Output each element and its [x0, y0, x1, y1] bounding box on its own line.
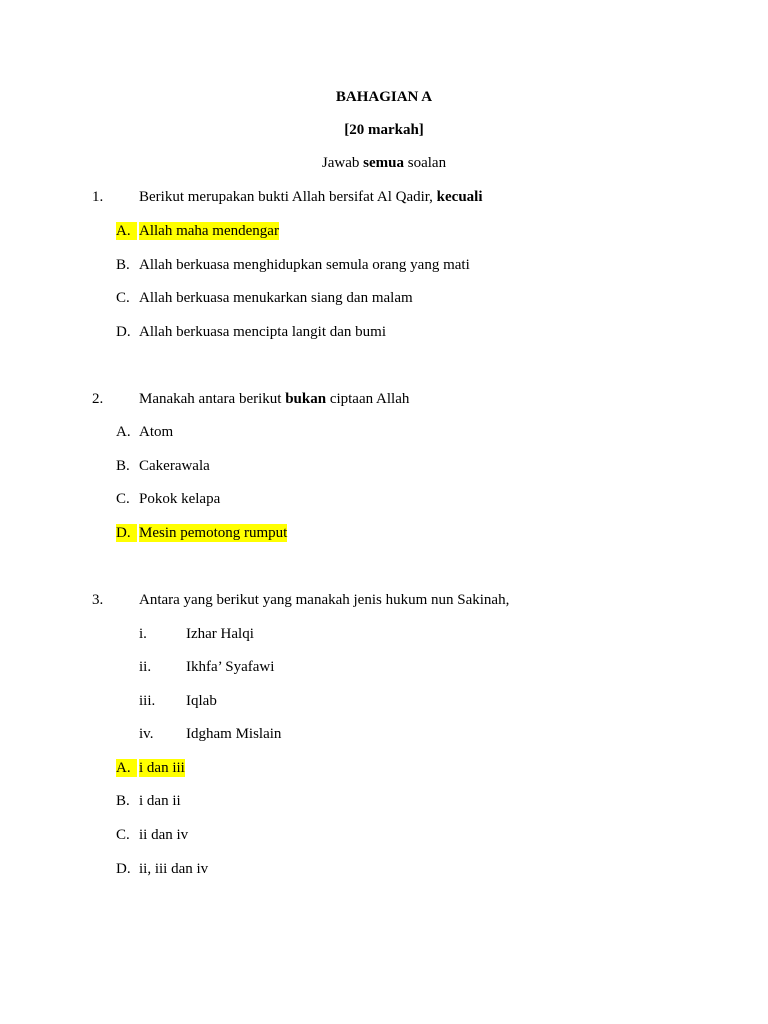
roman-numeral: i. [139, 626, 147, 642]
option-text: Mesin pemotong rumput [139, 525, 288, 541]
option-letter: A. [116, 759, 137, 777]
option-letter: C. [116, 491, 130, 507]
option-text: ii, iii dan iv [139, 861, 209, 877]
option-text: Allah berkuasa menukarkan siang dan malam [139, 290, 413, 306]
roman-numeral: ii. [139, 659, 152, 675]
instruction-pre: Jawab [321, 155, 364, 171]
option-letter: A. [116, 424, 131, 440]
option-text: i dan iii [139, 760, 185, 776]
option-letter: A. [116, 222, 137, 240]
question-number: 2. [92, 391, 104, 407]
question-number: 1. [92, 189, 104, 205]
question-number: 3. [92, 592, 104, 608]
roman-text: Izhar Halqi [186, 626, 254, 642]
option-text: ii dan iv [139, 827, 189, 843]
option-text: Cakerawala [139, 458, 210, 474]
option-text: Allah berkuasa menghidupkan semula orang yang mati [139, 257, 470, 273]
instruction-post: soalan [404, 155, 447, 171]
option-text: Atom [139, 424, 174, 440]
option-letter: D. [116, 324, 131, 340]
roman-text: Idgham Mislain [186, 726, 282, 742]
option-text: Allah berkuasa mencipta langit dan bumi [139, 324, 387, 340]
roman-text: Ikhfa’ Syafawi [186, 659, 275, 675]
question-text-pre: Berikut merupakan bukti Allah bersifat Al Qadir, [139, 189, 437, 205]
question-text-bold: kecuali [436, 189, 483, 205]
option-letter: C. [116, 290, 130, 306]
instruction [0, 154, 768, 172]
option-letter: B. [116, 257, 130, 273]
option-letter: B. [116, 793, 130, 809]
option-letter: D. [116, 524, 137, 542]
option-text: Allah maha mendengar [139, 223, 279, 239]
question-text [139, 390, 409, 408]
question-text [139, 188, 483, 206]
question-text: Antara yang berikut yang manakah jenis hukum nun Sakinah, [139, 592, 510, 608]
instruction-bold: semua [363, 155, 404, 171]
option-text: i dan ii [139, 793, 181, 809]
option-letter: B. [116, 458, 130, 474]
option-letter: C. [116, 827, 130, 843]
roman-text: Iqlab [186, 693, 217, 709]
question-text-pre: Manakah antara berikut [139, 391, 286, 407]
roman-numeral: iii. [139, 693, 156, 709]
marks-label: [20 markah] [344, 122, 424, 138]
roman-numeral: iv. [139, 726, 154, 742]
option-letter: D. [116, 861, 131, 877]
section-title: BAHAGIAN A [335, 89, 433, 105]
question-text-bold: bukan [285, 391, 327, 407]
option-text: Pokok kelapa [139, 491, 221, 507]
question-text-post: ciptaan Allah [326, 391, 410, 407]
